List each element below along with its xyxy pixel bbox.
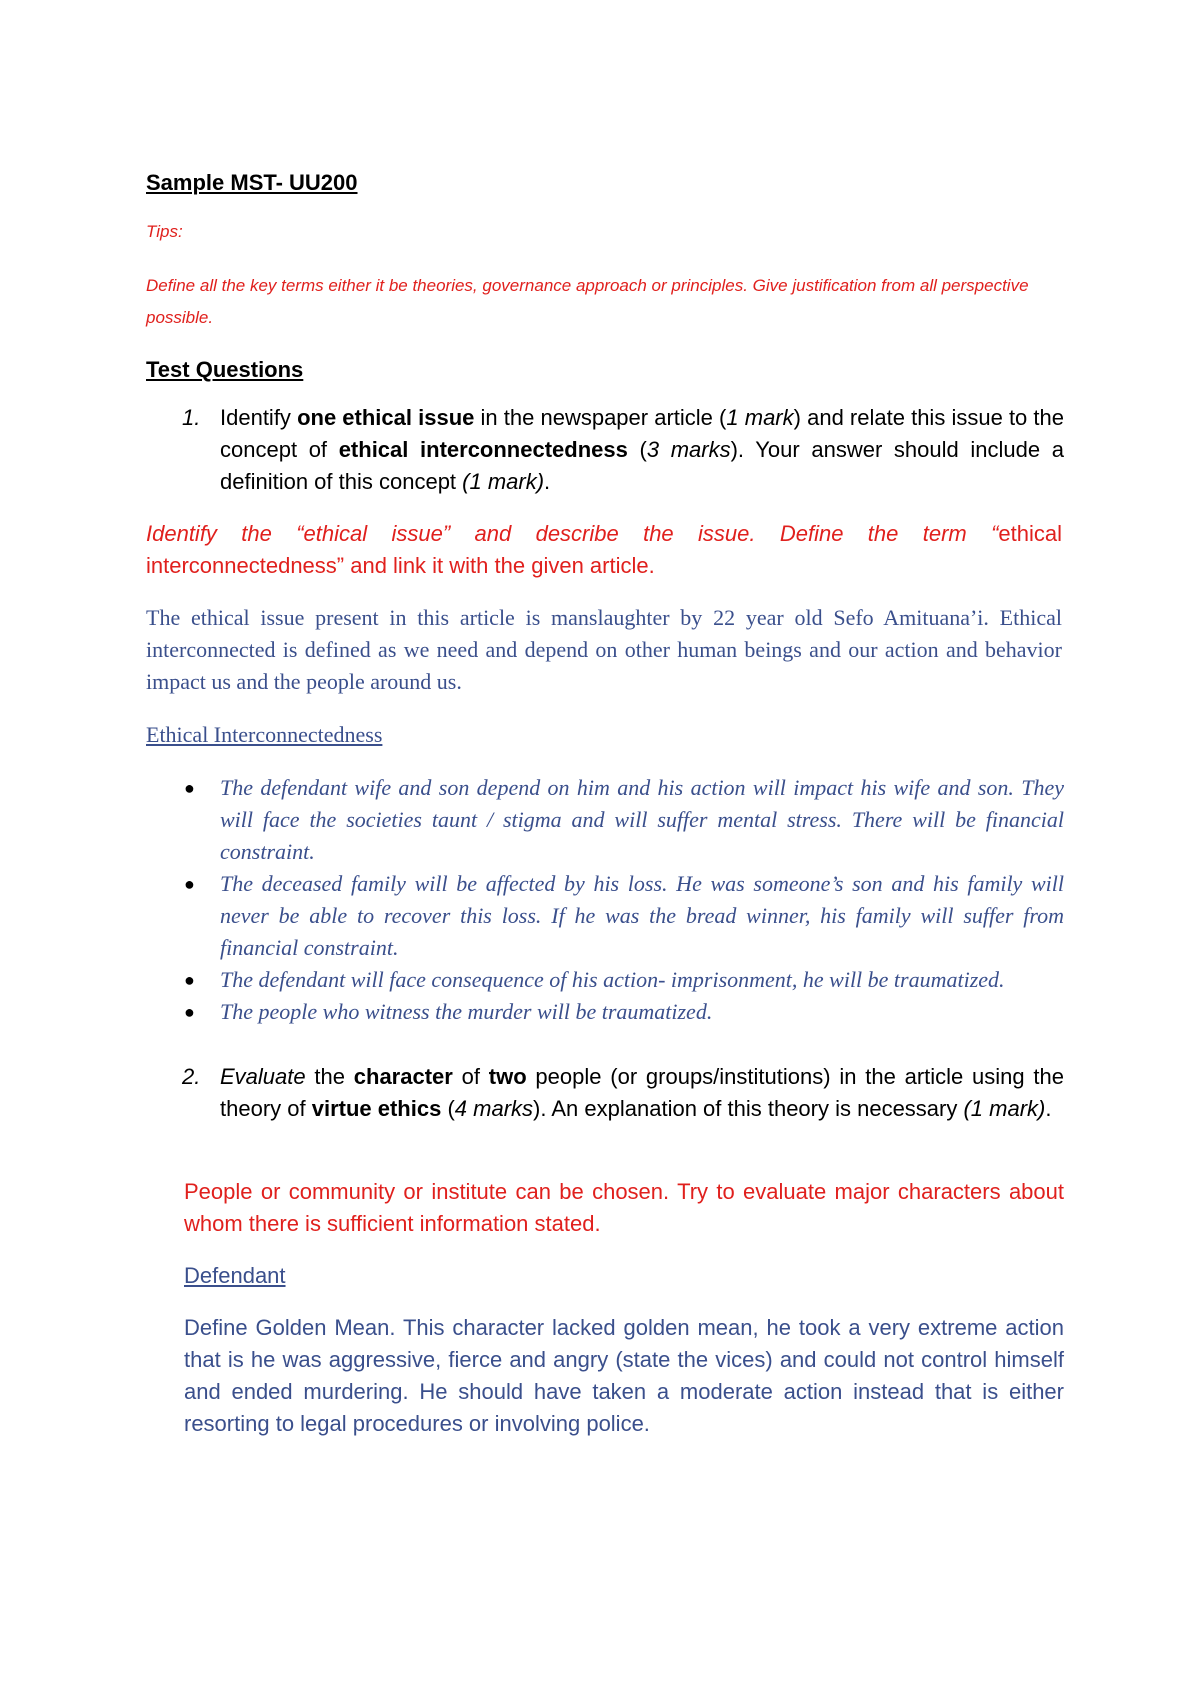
ethical-interconnectedness-heading: Ethical Interconnectedness xyxy=(146,722,383,747)
q2-answer: Define Golden Mean. This character lacked golden mean, he took a very extreme action that is he was aggressive, fierce and angry (state the vices) and could not control himself and ended murdering. He should have taken a moderate action instead that is either resorting to legal procedures or involving police. xyxy=(184,1315,1064,1436)
tips-text: Define all the key terms either it be theories, governance approach or principles. Give justification from all perspective possible. xyxy=(146,276,1029,327)
bullet-icon: ● xyxy=(184,874,195,894)
question-2 xyxy=(184,1061,1064,1125)
question-text: Identify one ethical issue in the newspaper article (1 mark) and relate this issue to the concept of ethical interconnectedness (3 marks). Your answer should include a definition of this concept (1 mark). xyxy=(220,405,1064,494)
bullet-icon: ● xyxy=(184,970,195,990)
q2-instruction: People or community or institute can be chosen. Try to evaluate major characters about whom there is sufficient information stated. xyxy=(184,1179,1064,1236)
bullet-icon: ● xyxy=(184,778,195,798)
list-item: ● The defendant will face consequence of his action- imprisonment, he will be traumatized. xyxy=(184,964,1064,996)
question-number: 2. xyxy=(182,1064,201,1089)
section-heading: Test Questions xyxy=(146,357,304,382)
tips-label: Tips: xyxy=(146,222,183,241)
bullet-list xyxy=(184,772,1064,1028)
defendant-heading: Defendant xyxy=(184,1263,286,1288)
list-item: ● The defendant wife and son depend on him and his action will impact his wife and son. They will face the societies taunt / stigma and will suffer mental stress. There will be financial constraint. xyxy=(184,772,1064,868)
list-item: ● The people who witness the murder will be traumatized. xyxy=(184,996,1064,1028)
question-1 xyxy=(184,402,1064,498)
list-item: ● The deceased family will be affected by his loss. He was someone’s son and his family will never be able to recover this loss. If he was the bread winner, his family will suffer from financial constraint. xyxy=(184,868,1064,964)
q1-answer: The ethical issue present in this article is manslaughter by 22 year old Sefo Amituana’i. Ethical interconnected is defined as we need and depend on other human beings and our action and behavior impact us and the people around us. xyxy=(146,605,1062,694)
question-text: Evaluate the character of two people (or groups/institutions) in the article using the theory of virtue ethics (4 marks). An explanation of this theory is necessary (1 mark). xyxy=(220,1064,1064,1121)
question-number: 1. xyxy=(182,405,201,430)
q1-instruction: Identify the “ethical issue” and describe the issue. Define the term “ethical interconnectedness” and link it with the given article. xyxy=(146,521,1062,578)
document-title: Sample MST- UU200 xyxy=(146,170,358,195)
bullet-icon: ● xyxy=(184,1002,195,1022)
